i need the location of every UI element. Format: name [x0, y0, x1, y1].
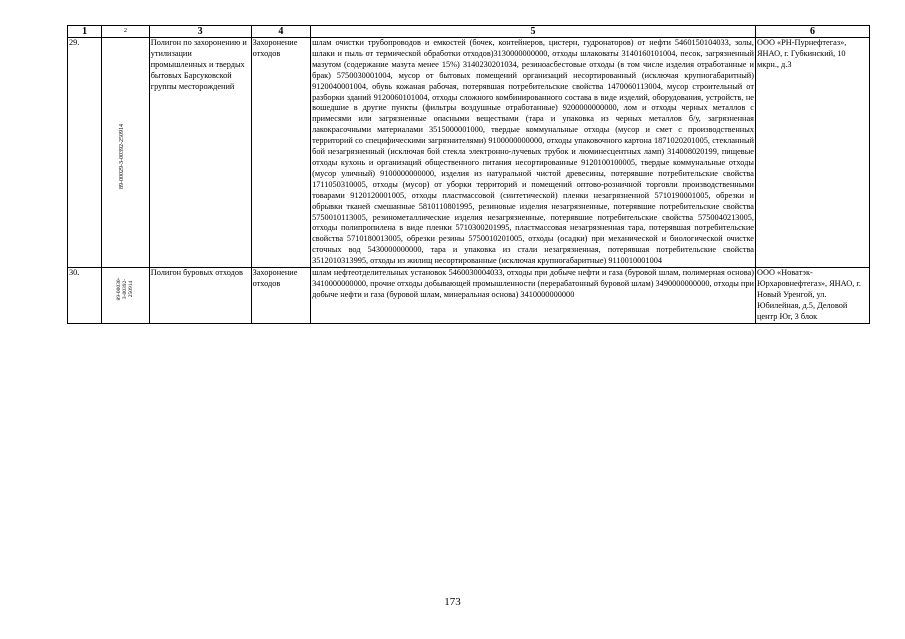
table-row: [68, 38, 870, 268]
registry-table: [67, 25, 870, 324]
header-cell-4: 4: [251, 26, 311, 38]
header-cell-6: 6: [755, 26, 869, 38]
header-row: [68, 26, 870, 38]
facility-name: Полигон буровых отходов: [149, 268, 251, 324]
waste-types: шлам нефтеотделительных установок 5460030004033, отходы при добыче нефти и газа (буровой шлам, полимерная основа) 3410000000000, прочие отходы добывающей промышленности (перерабатонный буровой шлам) 3490000000000, отходы при добыче нефти и газа (буровой шлам, минеральная основа) 3410000000000: [311, 268, 756, 324]
waste-types: шлам очистки трубопроводов и емкостей (бочек, контейнеров, цистерн, гудронаторов) от нефти 5460150104033, золы, шлаки и пыль от термической обработки отходов)3130000000000, отходы шлаковаты 3140160101004, песок, загрязненный мазутом (содержание мазута менее 15%) 3140230201034, резиноасбестовые отходы (в том числе изделия отработанные и брак) 5750030001004, мусор от бытовых помещений организаций несортированный (исключая крупногабаритный) 9120040001004, обувь кожаная рабочая, потерявшая потребительские свойства 1470060113004, мусор строительный от разборки зданий 9120060101004, отходы сложного комбинированного состава в виде изделий, оборудования, устройств, не вошедшие в другие пункты (фильтры воздушные отработанные) 9200000000000, лом и отходы черных металлов с примесями или загрязненные опасными веществами (тара и упаковка из черных металлов б/у, загрязненная лакокрасочными материалами 3515000001000, твердые коммунальные отходы (мусор и смет с производственных территорий со специфическими загрязнителями) 9100000000000, отходы упаковочного картона 1871020201005, стекланный бой незагрязненный (исключая бой стекла электронно-лучевых трубок и люминесцентных ламп) 314008020199, пищевые отходы кухонь и организаций общественного питания несортированные 9120100100005, твердые коммунальные отходы (мусор уличный) 9100000000000, изделия из натуральной чистой древесины, потерявшие потребительские свойства 1711050310005, отходы (мусор) от уборки территорий и помещений оптово-розничной торговли производственными товарами 9120120001005, отходы пластмассовой (синтетической) пленки незагрязненной 5710190001005, обрезки и обрывки тканей смешанные 5810110801995, резиновые изделия незагрязненные, потерявшие потребительские свойства 5750010113005, резинометаллические изделия незагрязненные, потерявшие потребительские свойства 5750040213005, отходы полипропилена в виде пленки 5710300201995, пластмассовая незагрязненная тара, потерявшая потребительские свойства 5710180013005, обрезки резины 5750010201005, отходы (осадки) при механической и биологической очистке сточных вод 5430000000000, тара и упаковка из стали незагрязненная, потерявшая потребительские свойства 3512010313995, отходы из жилищ несортированные (исключая крупногабаритные) 9110010001004: [311, 38, 756, 268]
row-number: 29.: [68, 38, 102, 268]
header-cell-3: 3: [149, 26, 251, 38]
page-number: 173: [444, 596, 461, 608]
operator-info: ООО «Новатэк-Юрхаровнефтегаз», ЯНАО, г. Новый Уренгой, ул. Юбилейная, д.5, Деловой центр Юг, 3 блок: [755, 268, 869, 324]
table-row: [68, 268, 870, 324]
header-cell-2: 2: [102, 26, 149, 38]
row-number: 30.: [68, 268, 102, 324]
facility-purpose: Захоронение отходов: [251, 38, 311, 268]
header-cell-5: 5: [311, 26, 756, 38]
facility-name: Полигон по захоронению и утилизации промышленных и твердых бытовых Барсуковской группы месторождений: [149, 38, 251, 268]
registration-number: 89-00029-З-00392-250914: [119, 124, 126, 189]
operator-info: ООО «РН-Пурнефтегаз», ЯНАО, г. Губкинский, 10 мкрн., д.3: [755, 38, 869, 268]
facility-purpose: Захоронение отходов: [251, 268, 311, 324]
registration-number-cell: [102, 268, 149, 324]
registration-number: 89-00030-З-00392-250914: [116, 277, 135, 301]
registration-number-cell: [102, 38, 149, 268]
header-cell-1: 1: [68, 26, 102, 38]
